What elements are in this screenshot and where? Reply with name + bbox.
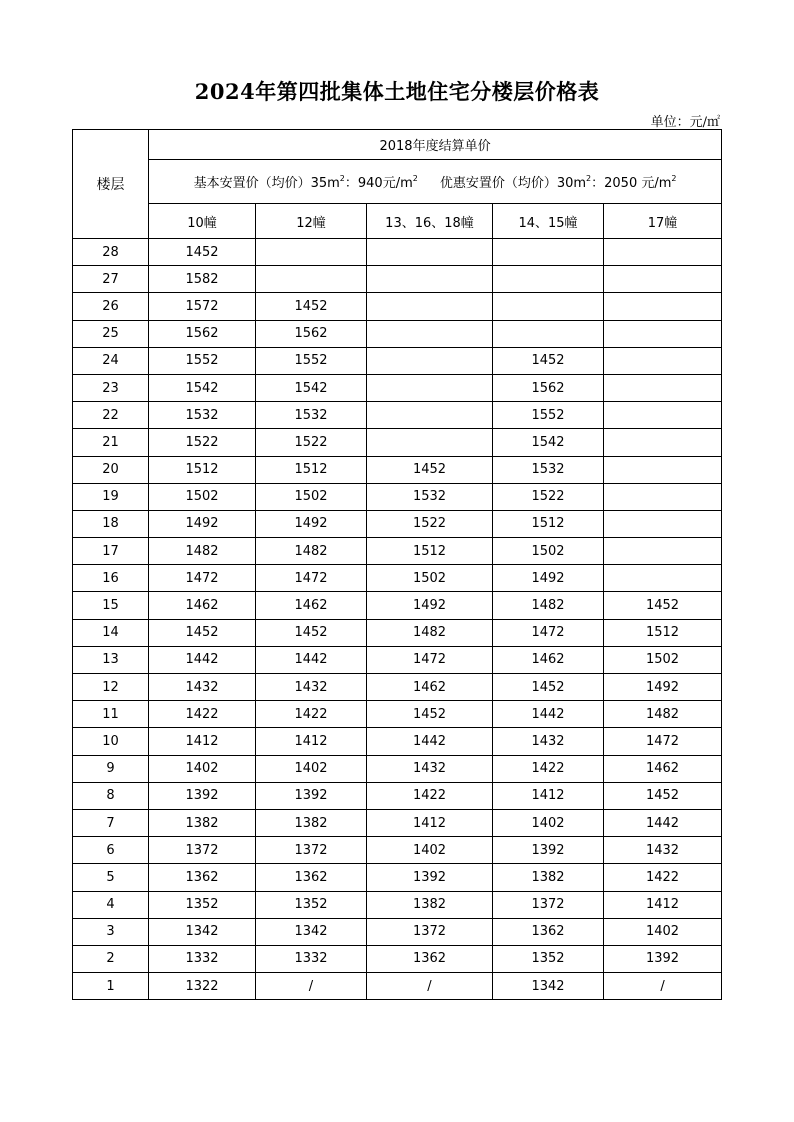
price-cell: 1412 [256, 728, 367, 755]
price-cell: 1372 [256, 837, 367, 864]
price-cell [493, 320, 604, 347]
table-body [73, 239, 722, 1000]
price-cell [604, 293, 722, 320]
price-cell: 1452 [256, 619, 367, 646]
price-cell [367, 320, 493, 347]
floor-cell: 9 [73, 755, 149, 782]
price-cell: 1362 [367, 945, 493, 972]
price-cell: 1382 [149, 809, 256, 836]
floor-cell: 16 [73, 565, 149, 592]
floor-cell: 1 [73, 973, 149, 1000]
price-cell [604, 510, 722, 537]
table-row [73, 782, 722, 809]
price-cell: 1562 [493, 374, 604, 401]
price-cell: 1322 [149, 973, 256, 1000]
price-cell [604, 456, 722, 483]
floor-cell: 19 [73, 483, 149, 510]
price-cell: 1412 [367, 809, 493, 836]
price-cell: 1502 [604, 646, 722, 673]
table-row [73, 674, 722, 701]
floor-cell: 12 [73, 674, 149, 701]
table-row [73, 538, 722, 565]
price-cell: 1482 [493, 592, 604, 619]
price-cell: / [604, 973, 722, 1000]
price-cell: 1452 [149, 619, 256, 646]
price-cell: / [256, 973, 367, 1000]
price-cell: 1432 [149, 674, 256, 701]
price-cell: 1462 [149, 592, 256, 619]
price-cell: 1462 [604, 755, 722, 782]
unit-label: 单位：元/㎡ [650, 115, 720, 130]
price-cell: 1432 [493, 728, 604, 755]
price-cell: 1362 [149, 864, 256, 891]
price-cell: 1372 [367, 918, 493, 945]
floor-cell: 23 [73, 374, 149, 401]
price-cell: 1522 [149, 429, 256, 456]
price-cell: 1482 [256, 538, 367, 565]
price-description: 基本安置价（均价）$35m^2$：940元$/m^2$ 优惠安置价（均价）$30m^2$：2050 元$/m^2$ [149, 160, 722, 204]
price-cell [367, 374, 493, 401]
table-row [73, 619, 722, 646]
floor-cell: 24 [73, 347, 149, 374]
price-cell: 1402 [367, 837, 493, 864]
price-cell [493, 266, 604, 293]
price-cell: 1472 [604, 728, 722, 755]
table-row [73, 565, 722, 592]
price-year-header: 2018年度结算单价 [149, 130, 722, 160]
price-cell: 1452 [493, 674, 604, 701]
floor-cell: 18 [73, 510, 149, 537]
price-cell: 1492 [256, 510, 367, 537]
price-cell: 1482 [149, 538, 256, 565]
floor-cell: 27 [73, 266, 149, 293]
price-cell: 1392 [367, 864, 493, 891]
building-header: 12幢 [256, 204, 367, 239]
price-cell [604, 402, 722, 429]
price-cell: 1472 [367, 646, 493, 673]
price-cell: 1412 [604, 891, 722, 918]
price-cell: 1532 [367, 483, 493, 510]
price-cell: 1532 [493, 456, 604, 483]
price-cell: 1362 [493, 918, 604, 945]
price-cell: 1442 [604, 809, 722, 836]
price-cell [604, 239, 722, 266]
price-cell: 1432 [367, 755, 493, 782]
floor-cell: 3 [73, 918, 149, 945]
floor-cell: 25 [73, 320, 149, 347]
price-cell: 1512 [604, 619, 722, 646]
price-cell: 1342 [149, 918, 256, 945]
building-header: 14、15幢 [493, 204, 604, 239]
price-cell: 1502 [149, 483, 256, 510]
price-cell [367, 402, 493, 429]
floor-cell: 2 [73, 945, 149, 972]
price-cell: 1422 [256, 701, 367, 728]
price-cell: 1512 [493, 510, 604, 537]
price-cell: 1382 [367, 891, 493, 918]
price-cell: 1522 [256, 429, 367, 456]
building-header: 17幢 [604, 204, 722, 239]
price-cell: 1372 [149, 837, 256, 864]
price-table [72, 129, 722, 1000]
floor-cell: 7 [73, 809, 149, 836]
floor-cell: 22 [73, 402, 149, 429]
price-cell: 1372 [493, 891, 604, 918]
price-cell [604, 483, 722, 510]
floor-cell: 10 [73, 728, 149, 755]
price-cell: 1472 [493, 619, 604, 646]
price-cell [604, 374, 722, 401]
price-cell [367, 347, 493, 374]
table-row [73, 809, 722, 836]
document-title: 2024年第四批集体土地住宅分楼层价格表 [194, 79, 600, 104]
price-cell [604, 565, 722, 592]
price-cell: 1502 [367, 565, 493, 592]
price-cell: 1402 [256, 755, 367, 782]
price-cell: 1582 [149, 266, 256, 293]
floor-cell: 14 [73, 619, 149, 646]
price-cell [604, 347, 722, 374]
price-cell: 1452 [256, 293, 367, 320]
price-cell: 1442 [256, 646, 367, 673]
price-cell: 1442 [493, 701, 604, 728]
price-cell: 1332 [149, 945, 256, 972]
price-cell: 1532 [256, 402, 367, 429]
price-cell [256, 239, 367, 266]
price-cell: 1472 [256, 565, 367, 592]
table-row [73, 374, 722, 401]
table-row [73, 728, 722, 755]
price-cell: 1482 [367, 619, 493, 646]
table-row [73, 402, 722, 429]
price-cell: 1492 [604, 674, 722, 701]
price-cell: 1542 [493, 429, 604, 456]
table-row [73, 320, 722, 347]
price-cell: 1392 [604, 945, 722, 972]
price-cell: 1452 [367, 456, 493, 483]
price-cell: 1512 [367, 538, 493, 565]
price-cell: 1482 [604, 701, 722, 728]
floor-cell: 20 [73, 456, 149, 483]
price-cell: 1572 [149, 293, 256, 320]
floor-cell: 15 [73, 592, 149, 619]
price-cell: 1502 [493, 538, 604, 565]
table-row [73, 891, 722, 918]
table-row [73, 646, 722, 673]
price-cell [604, 429, 722, 456]
price-cell: 1452 [604, 782, 722, 809]
table-row [73, 456, 722, 483]
price-cell: 1472 [149, 565, 256, 592]
price-cell [604, 538, 722, 565]
table-row [73, 239, 722, 266]
table-row [73, 266, 722, 293]
price-cell: 1402 [493, 809, 604, 836]
price-cell: 1512 [149, 456, 256, 483]
price-cell [367, 266, 493, 293]
table-row [73, 429, 722, 456]
price-cell: 1382 [493, 864, 604, 891]
price-cell: 1462 [256, 592, 367, 619]
price-cell: 1352 [493, 945, 604, 972]
price-cell: 1342 [493, 973, 604, 1000]
floor-cell: 5 [73, 864, 149, 891]
floor-cell: 28 [73, 239, 149, 266]
table-header [73, 130, 722, 239]
table-row [73, 945, 722, 972]
discount-price-suffix: ：2050 元/m [591, 176, 672, 191]
price-cell [367, 293, 493, 320]
price-cell: 1552 [493, 402, 604, 429]
price-cell: / [367, 973, 493, 1000]
floor-cell: 6 [73, 837, 149, 864]
price-cell: 1402 [604, 918, 722, 945]
price-cell: 1462 [493, 646, 604, 673]
floor-column-header: 楼层 [73, 130, 149, 239]
price-cell: 1392 [256, 782, 367, 809]
price-cell: 1552 [149, 347, 256, 374]
price-cell: 1332 [256, 945, 367, 972]
price-cell: 1362 [256, 864, 367, 891]
price-cell: 1492 [367, 592, 493, 619]
floor-cell: 8 [73, 782, 149, 809]
table-row [73, 864, 722, 891]
floor-cell: 26 [73, 293, 149, 320]
price-cell: 1512 [256, 456, 367, 483]
price-cell: 1422 [604, 864, 722, 891]
floor-cell: 4 [73, 891, 149, 918]
table-row [73, 973, 722, 1000]
price-cell: 1452 [493, 347, 604, 374]
price-cell: 1392 [493, 837, 604, 864]
price-cell: 1422 [367, 782, 493, 809]
table-row [73, 701, 722, 728]
price-cell: 1442 [149, 646, 256, 673]
price-cell: 1432 [256, 674, 367, 701]
price-cell [493, 239, 604, 266]
price-cell: 1452 [149, 239, 256, 266]
price-cell [367, 239, 493, 266]
price-cell [493, 293, 604, 320]
price-cell: 1542 [256, 374, 367, 401]
floor-cell: 13 [73, 646, 149, 673]
price-cell: 1412 [493, 782, 604, 809]
basic-price-suffix: ：940元/m [344, 176, 413, 191]
price-cell: 1412 [149, 728, 256, 755]
price-cell: 1552 [256, 347, 367, 374]
price-cell: 1352 [149, 891, 256, 918]
price-cell: 1432 [604, 837, 722, 864]
discount-price-prefix: 优惠安置价（均价）30m [439, 176, 587, 191]
price-cell: 1562 [256, 320, 367, 347]
price-cell: 1422 [149, 701, 256, 728]
table-row [73, 755, 722, 782]
table-row [73, 918, 722, 945]
table-row [73, 347, 722, 374]
price-cell: 1452 [367, 701, 493, 728]
table-row [73, 293, 722, 320]
floor-cell: 21 [73, 429, 149, 456]
price-cell: 1542 [149, 374, 256, 401]
table-row [73, 483, 722, 510]
price-cell: 1442 [367, 728, 493, 755]
price-cell: 1562 [149, 320, 256, 347]
table-row [73, 592, 722, 619]
price-cell: 1502 [256, 483, 367, 510]
basic-price-prefix: 基本安置价（均价）35m [193, 176, 340, 191]
floor-cell: 11 [73, 701, 149, 728]
price-cell: 1342 [256, 918, 367, 945]
table-row [73, 837, 722, 864]
price-cell: 1492 [493, 565, 604, 592]
floor-cell: 17 [73, 538, 149, 565]
building-header: 13、16、18幢 [367, 204, 493, 239]
price-cell [256, 266, 367, 293]
price-cell: 1462 [367, 674, 493, 701]
table-row [73, 510, 722, 537]
price-cell: 1352 [256, 891, 367, 918]
building-header: 10幢 [149, 204, 256, 239]
price-cell: 1452 [604, 592, 722, 619]
price-cell [367, 429, 493, 456]
price-cell: 1522 [367, 510, 493, 537]
price-cell: 1422 [493, 755, 604, 782]
price-cell: 1492 [149, 510, 256, 537]
price-cell: 1392 [149, 782, 256, 809]
price-cell: 1402 [149, 755, 256, 782]
price-cell: 1532 [149, 402, 256, 429]
price-cell: 1382 [256, 809, 367, 836]
price-cell [604, 266, 722, 293]
price-cell: 1522 [493, 483, 604, 510]
price-cell [604, 320, 722, 347]
